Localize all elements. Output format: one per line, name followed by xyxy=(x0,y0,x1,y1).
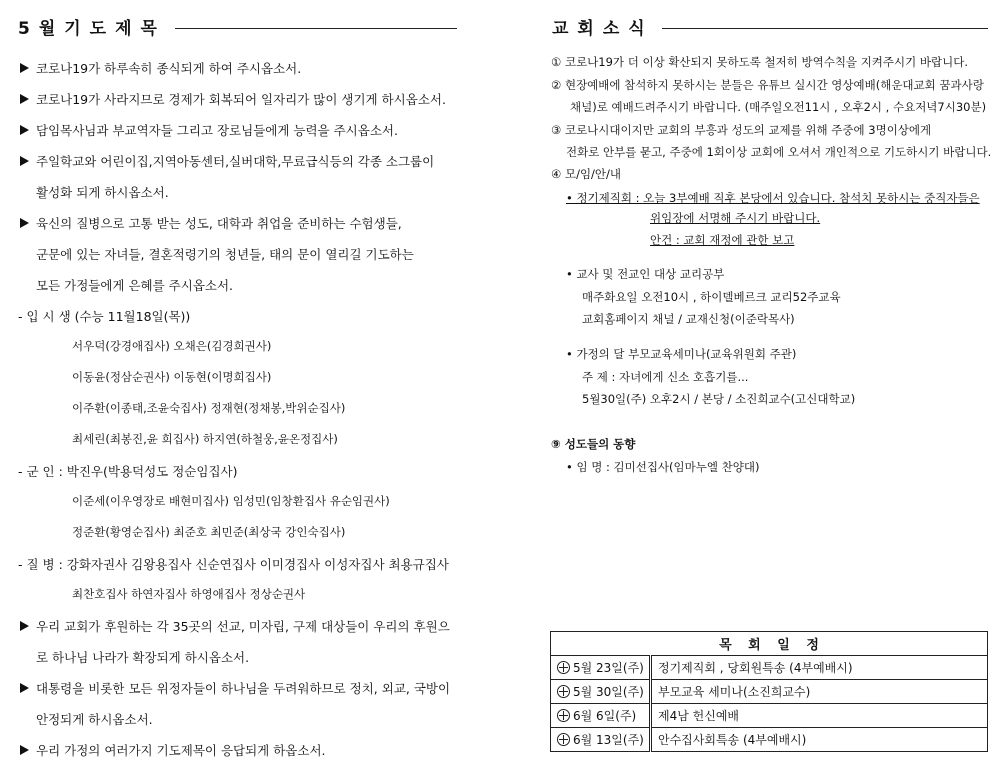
appointment: • 임 명 : 김미선집사(임마누엘 찬양대) xyxy=(566,460,760,474)
schedule-date: 5월 30일(주) xyxy=(573,685,644,699)
exam-row: 이동윤(정삼순권사) 이동현(이명희집사) xyxy=(72,370,272,384)
illness-label: - 질 병 : 강화자권사 김왕용집사 신순연집사 이미경집사 이성자집사 최용규집사 xyxy=(18,557,449,572)
schedule-date: 6월 6일(주) xyxy=(573,709,637,723)
news-item-3-cont: 전화로 안부를 묻고, 주중에 1회이상 교회에 오셔서 개인적으로 기도하시기 바랍니다. xyxy=(566,145,992,159)
exam-row: 최세린(최봉진,윤 희집사) 하지연(하철웅,윤온정집사) xyxy=(72,432,338,446)
schedule-date: 5월 23일(주) xyxy=(573,661,644,675)
exam-label: - 입 시 생 (수능 11월18일(목)) xyxy=(18,309,191,324)
prayer-item-cont: 안정되게 하시옵소서. xyxy=(36,712,153,727)
schedule-event: 안수집사회특송 (4부예배시) xyxy=(651,728,988,752)
bullet-arrow xyxy=(20,63,29,73)
prayer-item-cont: 군문에 있는 자녀들, 결혼적령기의 청년들, 태의 문이 열리길 기도하는 xyxy=(36,247,414,262)
meeting-3: • 가정의 달 부모교육세미나(교육위원회 주관) xyxy=(566,347,797,361)
schedule-date: 6월 13일(주) xyxy=(573,733,644,747)
illness-row: 최찬호집사 하연자집사 하영애집사 정상순권사 xyxy=(72,587,306,601)
prayer-item: 우리 가정의 여러가지 기도제목이 응답되게 하옵소서. xyxy=(36,743,326,758)
prayer-item: 육신의 질병으로 고통 받는 성도, 대학과 취업을 준비하는 수험생들, xyxy=(36,216,402,231)
table-row xyxy=(551,680,988,704)
news-item-2: ② 현장예배에 참석하지 못하시는 분들은 유튜브 실시간 영상예배(해운대교회 꿈과사랑 xyxy=(551,78,984,92)
news-item-3: ③ 코로나시대이지만 교회의 부흥과 성도의 교제를 위해 주중에 3명이상에게 xyxy=(551,123,932,137)
news-item-1: ① 코로나19가 더 이상 확산되지 못하도록 철저히 방역수칙을 지켜주시기 바랍니다. xyxy=(551,55,968,69)
military-row: 이준세(이우영장로 배현미집사) 임성민(임창환집사 유순임권사) xyxy=(72,494,390,508)
prayer-item-cont: 활성화 되게 하시옵소서. xyxy=(36,185,169,200)
bullet-arrow xyxy=(20,156,29,166)
schedule-table xyxy=(550,631,988,752)
meeting-3-time: 5월30일(주) 오후2시 / 본당 / 소진희교수(고신대학교) xyxy=(582,392,856,406)
meeting-1-cont: 위임장에 서명해 주시기 바랍니다. xyxy=(650,211,821,225)
schedule-title: 목 회 일 정 xyxy=(551,632,988,656)
meeting-2-time: 매주화요일 오전10시 , 하이델베르크 교리52주교육 xyxy=(582,290,841,304)
cross-circle-icon xyxy=(557,685,570,698)
cross-circle-icon xyxy=(557,661,570,674)
meeting-3-topic: 주 제 : 자녀에게 신소 호흡기를... xyxy=(582,370,749,384)
bullet-arrow xyxy=(20,745,29,755)
prayer-item-cont: 로 하나님 나라가 확장되게 하시옵소서. xyxy=(36,650,250,665)
meeting-1-agenda: 안건 : 교회 재정에 관한 보고 xyxy=(650,233,795,247)
prayer-item: 코로나19가 사라지므로 경제가 회복되어 일자리가 많이 생기게 하시옵소서. xyxy=(36,92,446,107)
prayer-item: 담임목사님과 부교역자들 그리고 장로님들에게 능력을 주시옵소서. xyxy=(36,123,398,138)
prayer-item-cont: 모든 가정들에게 은혜를 주시옵소서. xyxy=(36,278,234,293)
bullet-arrow xyxy=(20,218,29,228)
meeting-2: • 교사 및 전교인 대상 교리공부 xyxy=(566,267,725,281)
schedule-event: 부모교육 세미나(소진희교수) xyxy=(651,680,988,704)
exam-row: 서우덕(강경애집사) 오채은(김경희권사) xyxy=(72,339,272,353)
bullet-arrow xyxy=(20,683,29,693)
military-label: - 군 인 : 박진우(박용덕성도 정순임집사) xyxy=(18,464,238,479)
news-title: 교회소식 xyxy=(552,19,654,39)
news-item-9: ⑨ 성도들의 동향 xyxy=(551,437,636,451)
prayer-item: 우리 교회가 후원하는 각 35곳의 선교, 미자립, 구제 대상들이 우리의 후원으 xyxy=(36,619,450,634)
table-row xyxy=(551,728,988,752)
schedule-event: 제4남 헌신예배 xyxy=(651,704,988,728)
exam-row: 이주환(이종태,조윤숙집사) 정재현(정채봉,박위순집사) xyxy=(72,401,346,415)
schedule-event: 정기제직회 , 당회원특송 (4부예배시) xyxy=(651,656,988,680)
prayer-title: 5월기도제목 xyxy=(18,19,166,39)
title-rule xyxy=(662,28,988,29)
prayer-item: 주일학교와 어린이집,지역아동센터,실버대학,무료급식등의 각종 소그룹이 xyxy=(36,154,435,169)
meeting-2-channel: 교회홈페이지 채널 / 교재신청(이준락목사) xyxy=(582,312,795,326)
table-row xyxy=(551,704,988,728)
bullet-arrow xyxy=(20,125,29,135)
prayer-item: 코로나19가 하루속히 종식되게 하여 주시옵소서. xyxy=(36,61,302,76)
news-item-4: ④ 모/임/안/내 xyxy=(551,167,622,181)
bullet-arrow xyxy=(20,621,29,631)
meeting-1: • 정기제직회 : 오늘 3부예배 직후 본당에서 있습니다. 참석치 못하시는 중직자들은 xyxy=(566,191,980,205)
table-row xyxy=(551,656,988,680)
news-item-2-cont: 채널)로 예배드려주시기 바랍니다. (매주일오전11시 , 오후2시 , 수요저녁7시30분) xyxy=(570,100,987,114)
bullet-arrow xyxy=(20,94,29,104)
cross-circle-icon xyxy=(557,733,570,746)
prayer-item: 대통령을 비롯한 모든 위정자들이 하나님을 두려워하므로 정치, 외교, 국방이 xyxy=(36,681,451,696)
title-rule xyxy=(175,28,457,29)
cross-circle-icon xyxy=(557,709,570,722)
military-row: 정준환(황영순집사) 최준호 최민준(최상국 강인숙집사) xyxy=(72,525,346,539)
